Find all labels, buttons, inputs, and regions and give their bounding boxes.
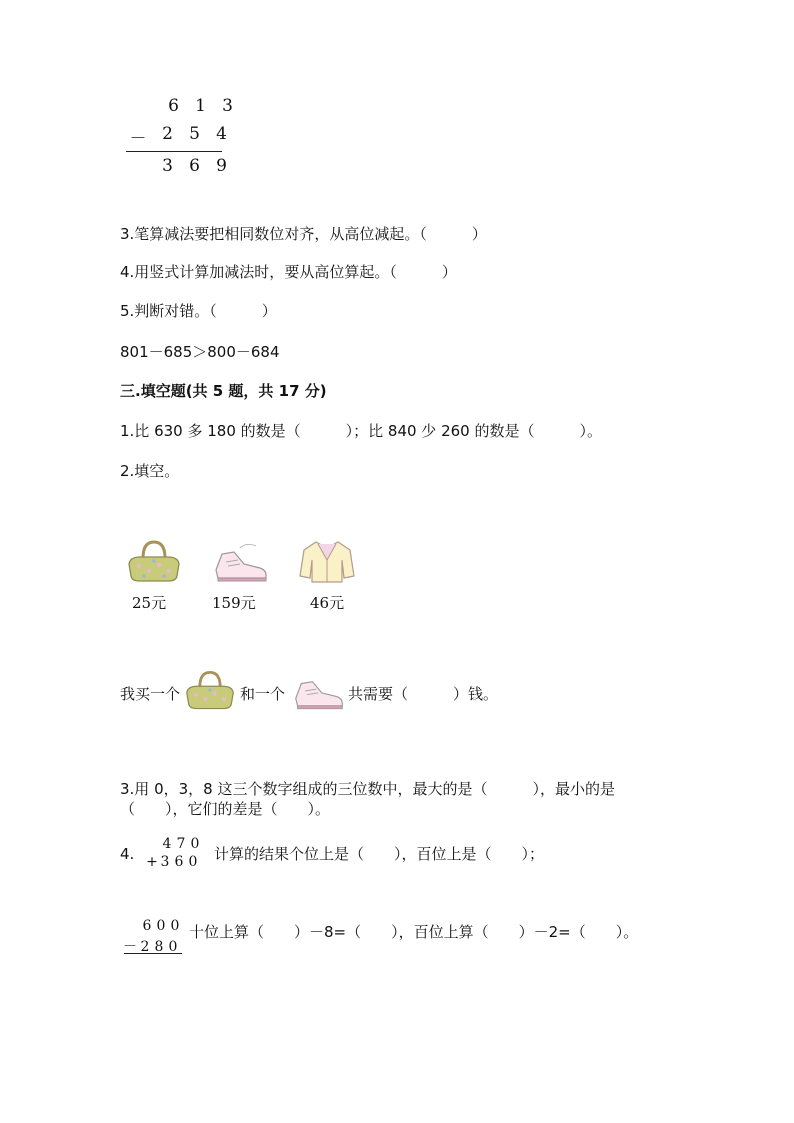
digit: 6 xyxy=(174,854,184,870)
fill-question-3-line2: （ ），它们的差是（ ）。 xyxy=(120,800,331,818)
digit: 0 xyxy=(190,836,200,852)
digit: 4 xyxy=(162,836,172,852)
vertical-addition xyxy=(146,836,216,876)
jacket-icon xyxy=(298,538,356,584)
handbag-icon xyxy=(126,538,182,584)
digit: 6 xyxy=(189,156,200,176)
price-label: 46元 xyxy=(310,594,345,612)
price-label: 25元 xyxy=(132,594,167,612)
section-title: 三.填空题(共 5 题，共 17 分) xyxy=(120,382,327,400)
buy-mid: 和一个 xyxy=(240,685,286,703)
handbag-icon xyxy=(184,668,236,712)
buy-prefix: 我买一个 xyxy=(120,685,181,703)
judge-question-3: 3.笔算减法要把相同数位对齐，从高位减起。（ ） xyxy=(120,225,487,243)
vertical-line xyxy=(124,953,182,954)
judge-question-4: 4.用竖式计算加减法时，要从高位算起。（ ） xyxy=(120,263,457,281)
digit: 0 xyxy=(170,918,180,934)
digit: 6 xyxy=(168,96,179,116)
digit: 0 xyxy=(156,918,166,934)
minus-sign: － xyxy=(129,129,147,149)
digit: 0 xyxy=(188,854,198,870)
fill-question-4-text2: 十位上算（ ）－8=（ ），百位上算（ ）－2=（ ）。 xyxy=(189,923,639,941)
minus-sign: － xyxy=(123,939,137,955)
digit: 9 xyxy=(216,156,227,176)
plus-sign: + xyxy=(146,854,158,870)
price-label: 159元 xyxy=(212,594,256,612)
digit: 6 xyxy=(142,918,152,934)
digit: 4 xyxy=(216,124,227,144)
digit: 8 xyxy=(154,939,164,955)
buy-suffix: 共需要（ ）钱。 xyxy=(348,685,499,703)
fill-question-1: 1.比 630 多 180 的数是（ ）；比 840 少 260 的数是（ ）。 xyxy=(120,422,602,440)
vertical-line xyxy=(126,151,222,152)
sneakers-item xyxy=(212,540,272,613)
handbag-item xyxy=(126,538,182,613)
digit: 1 xyxy=(195,96,206,116)
sneakers-icon xyxy=(292,670,346,712)
digit: 2 xyxy=(162,124,173,144)
digit: 7 xyxy=(176,836,186,852)
fill-question-2: 2.填空。 xyxy=(120,462,180,480)
vertical-subtraction xyxy=(122,918,192,958)
fill-question-4-text: 计算的结果个位上是（ ），百位上是（ ）； xyxy=(214,845,545,863)
digit: 3 xyxy=(222,96,233,116)
digit: 0 xyxy=(168,939,178,955)
jacket-item xyxy=(298,538,358,613)
judge-question-5: 5.判断对错。（ ） xyxy=(120,302,277,320)
digit: 5 xyxy=(189,124,200,144)
digit: 3 xyxy=(160,854,170,870)
sneakers-icon xyxy=(212,540,270,584)
judge-expression: 801－685＞800－684 xyxy=(120,343,280,361)
digit: 3 xyxy=(162,156,173,176)
digit: 2 xyxy=(140,939,150,955)
fill-question-4-label: 4. xyxy=(120,845,135,863)
fill-question-3-line1: 3.用 0，3，8 这三个数字组成的三位数中，最大的是（ ），最小的是 xyxy=(120,780,615,798)
